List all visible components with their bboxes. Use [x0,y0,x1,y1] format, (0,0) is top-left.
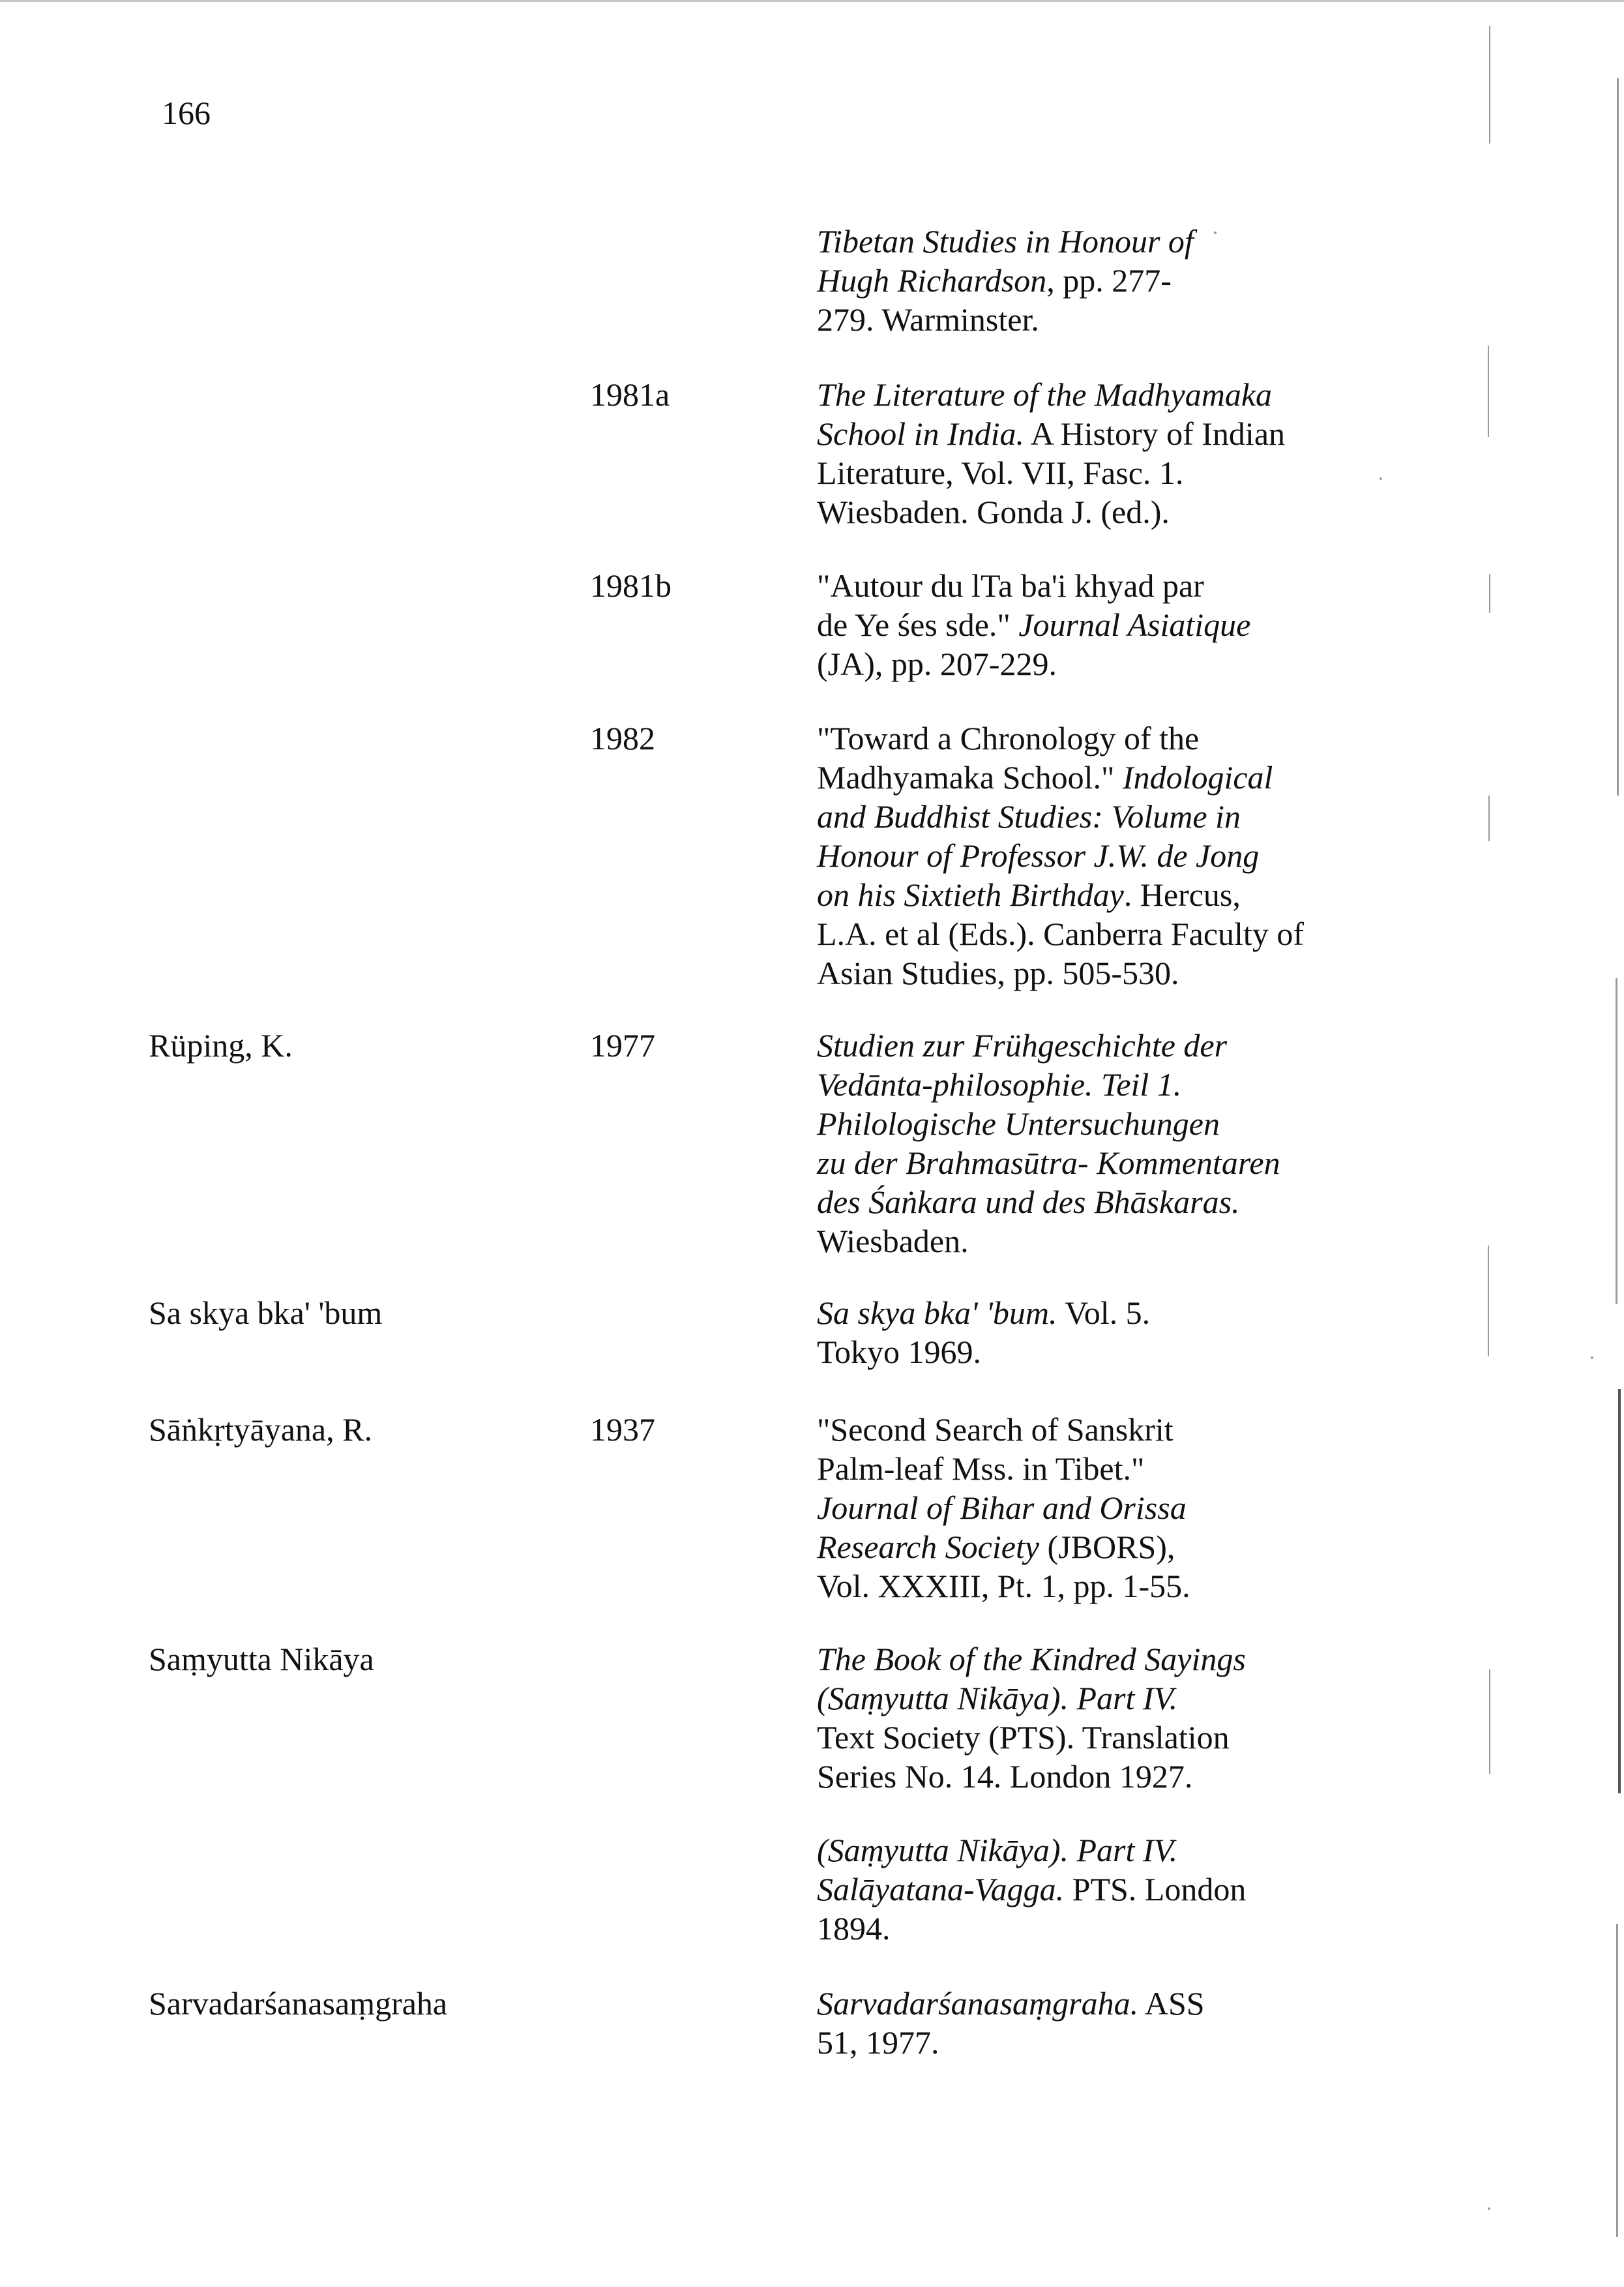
citation-text: Text Society (PTS). Translation [817,1719,1230,1756]
scan-edge-line [1489,26,1490,143]
entry-line [817,453,1351,492]
entry-line [817,1566,1351,1606]
entry-7-text [817,1639,1351,1796]
entry-6-year: 1937 [590,1411,655,1448]
title-italic: Salāyatana-Vagga. [817,1871,1065,1907]
title-italic: Indological [1122,759,1273,796]
entry-line [817,1293,1351,1332]
entry-line [817,492,1351,531]
scan-edge-line [1488,346,1489,437]
entry-line [817,261,1351,300]
title-italic: Hugh Richardson [817,262,1047,299]
title-italic: Journal of Bihar and Orissa [817,1489,1187,1526]
entry-line [817,1679,1351,1718]
entry-5-author: Sa skya bka' 'bum [149,1294,383,1331]
scan-edge-line [1618,1389,1621,1793]
entry-line [817,1870,1351,1909]
scan-edge-line [1616,978,1617,1304]
citation-text: A History of Indian [1024,415,1286,452]
scan-edge-line [1616,1924,1618,2237]
citation-text: Vol. XXXIII, Pt. 1, pp. 1-55. [817,1568,1190,1604]
title-italic: Journal Asiatique [1018,606,1251,643]
citation-text: . Hercus, [1123,876,1241,913]
entry-line [817,300,1351,339]
entry-line [817,375,1351,414]
entry-9-text [817,1984,1351,2062]
entry-9-author: Sarvadarśanasaṃgraha [149,1985,448,2022]
title-italic: The Book of the Kindred Sayings [817,1641,1246,1677]
citation-text: (JBORS), [1039,1529,1175,1565]
entry-line [817,1831,1351,1870]
scan-speck [1214,232,1217,234]
entry-line [817,1984,1351,2023]
scan-speck [1591,1356,1593,1359]
entry-line [817,1909,1351,1948]
entry-line [817,222,1351,261]
entry-line [817,719,1351,758]
entry-0-text [817,222,1351,339]
citation-text: 51, 1977. [817,2024,939,2061]
citation-text: Series No. 14. London 1927. [817,1758,1193,1795]
scan-speck [1380,477,1382,480]
title-italic: des Śaṅkara und des Bhāskaras. [817,1184,1240,1220]
title-italic: zu der Brahmasūtra- Kommentaren [817,1144,1280,1181]
title-italic: and Buddhist Studies: Volume in [817,798,1241,835]
citation-text: Tokyo 1969. [817,1334,982,1370]
title-italic: The Literature of the Madhyamaka [817,376,1273,413]
citation-text: L.A. et al (Eds.). Canberra Faculty of [817,916,1304,952]
title-italic: School in India. [817,415,1025,452]
entry-line [817,875,1351,914]
citation-text: Vol. 5. [1057,1294,1151,1331]
title-italic: Research Society [817,1529,1040,1565]
entry-line [817,2023,1351,2062]
entry-line [817,644,1351,683]
entry-4-year: 1977 [590,1027,655,1064]
title-italic: Philologische Untersuchungen [817,1105,1220,1142]
scan-edge-line [1489,1669,1490,1774]
title-italic: (Saṃyutta Nikāya). Part IV. [817,1680,1178,1716]
citation-text: , pp. 277- [1046,262,1172,299]
entry-line [817,1104,1351,1143]
citation-text: de Ye śes sde." [817,606,1019,643]
entry-line [817,1410,1351,1449]
entry-6-text [817,1410,1351,1606]
entry-line [817,1488,1351,1527]
entry-line [817,1527,1351,1566]
entry-line [817,1065,1351,1104]
citation-text: Wiesbaden. Gonda J. (ed.). [817,494,1170,530]
scan-edge-line [1488,796,1490,841]
citation-text: PTS. London [1064,1871,1247,1907]
entry-line [817,797,1351,836]
entry-line [817,1182,1351,1221]
entry-line [817,1221,1351,1261]
entry-line [817,1332,1351,1371]
entry-1-year: 1981a [590,376,670,413]
citation-text: Madhyamaka School." [817,759,1123,796]
entry-1-text [817,375,1351,531]
entry-line [817,1143,1351,1182]
entry-4-text [817,1026,1351,1261]
entry-line [817,1449,1351,1488]
scan-edge-line [1488,1246,1489,1356]
entry-line [817,1757,1351,1796]
citation-text: (JA), pp. 207-229. [817,646,1057,682]
title-italic: (Saṃyutta Nikāya). Part IV. [817,1832,1178,1868]
citation-text: 279. Warminster. [817,301,1039,338]
entry-line [817,1718,1351,1757]
entry-line [817,1026,1351,1065]
citation-text: 1894. [817,1910,891,1947]
entry-8-text [817,1831,1351,1948]
page-number: 166 [162,95,211,131]
title-italic: Honour of Professor J.W. de Jong [817,837,1260,874]
entry-line [817,414,1351,453]
title-italic: Vedānta-philosophie. Teil 1. [817,1066,1182,1103]
scan-speck [1488,2207,1490,2210]
title-italic: Tibetan Studies in Honour of [817,223,1194,260]
citation-text: Literature, Vol. VII, Fasc. 1. [817,455,1184,491]
entry-7-author: Saṃyutta Nikāya [149,1641,374,1677]
title-italic: Sa skya bka' 'bum. [817,1294,1057,1331]
entry-line [817,605,1351,644]
citation-text: Asian Studies, pp. 505-530. [817,955,1179,991]
scan-edge-line [1489,574,1490,613]
title-italic: Sarvadarśanasaṃgraha. [817,1985,1139,2022]
entry-5-text [817,1293,1351,1371]
entry-line [817,1639,1351,1679]
scan-edge-line [1617,78,1619,796]
entry-3-year: 1982 [590,720,655,756]
title-italic: on his Sixtieth Birthday [817,876,1124,913]
entry-4-author: Rüping, K. [149,1027,293,1064]
citation-text: "Second Search of Sanskrit [817,1411,1174,1448]
citation-text: "Toward a Chronology of the [817,720,1200,756]
entry-3-text [817,719,1351,993]
entry-2-year: 1981b [590,567,672,604]
citation-text: "Autour du lTa ba'i khyad par [817,567,1204,604]
entry-line [817,914,1351,953]
citation-text: Wiesbaden. [817,1223,969,1259]
entry-line [817,566,1351,605]
entry-line [817,836,1351,875]
title-italic: Studien zur Frühgeschichte der [817,1027,1228,1064]
entry-line [817,953,1351,993]
entry-2-text [817,566,1351,683]
entry-6-author: Sāṅkṛtyāyana, R. [149,1411,372,1448]
citation-text: ASS [1138,1985,1205,2022]
citation-text: Palm-leaf Mss. in Tibet." [817,1450,1145,1487]
scan-edge-line [0,0,1624,2]
entry-line [817,758,1351,797]
